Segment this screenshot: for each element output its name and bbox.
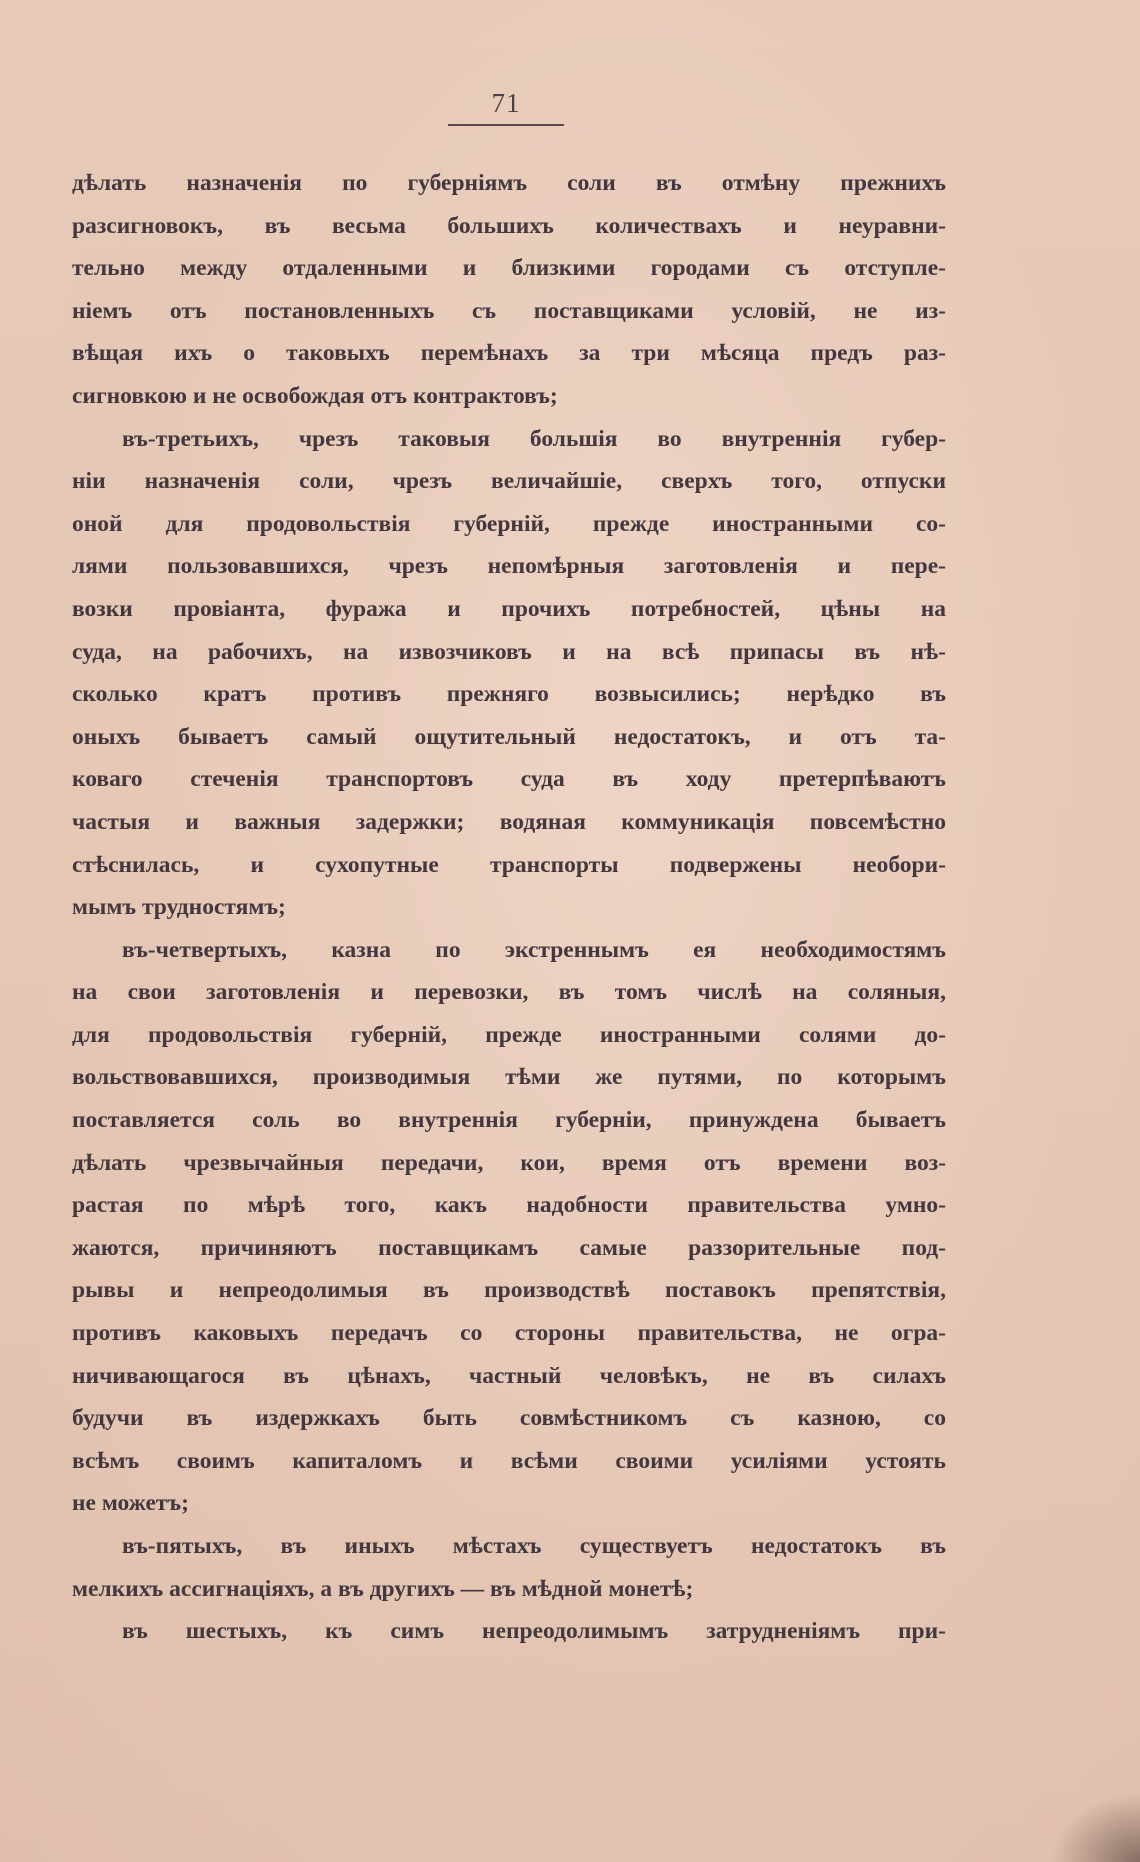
text-line: частыя и важныя задержки; водяная коммуникація повсемѣстно bbox=[72, 808, 946, 835]
text-line: ничивающагося въ цѣнахъ, частный человѣкъ, не въ силахъ bbox=[72, 1362, 946, 1389]
text-line: вольствовавшихся, производимыя тѣми же путями, по которымъ bbox=[72, 1064, 946, 1091]
text-line: разсигновокъ, въ весьма большихъ количествахъ и неуравни- bbox=[72, 212, 946, 239]
text-line: всѣмъ своимъ капиталомъ и всѣми своими усиліями устоять bbox=[72, 1447, 946, 1474]
text-line: въ-пятыхъ, въ иныхъ мѣстахъ существуетъ недостатокъ въ bbox=[122, 1533, 946, 1559]
text-line: въ-четвертыхъ, казна по экстреннымъ ея необходимостямъ bbox=[122, 936, 946, 963]
text-line: оныхъ бываетъ самый ощутительный недостатокъ, и отъ та- bbox=[72, 723, 946, 750]
text-line: дѣлать чрезвычайныя передачи, кои, время отъ времени воз- bbox=[72, 1149, 946, 1176]
text-line: противъ каковыхъ передачъ со стороны правительства, не огра- bbox=[72, 1320, 946, 1347]
text-line: возки провіанта, фуража и прочихъ потребностей, цѣны на bbox=[72, 595, 946, 622]
text-line: будучи въ издержкахъ быть совмѣстникомъ съ казною, со bbox=[72, 1405, 946, 1432]
text-line: сколько кратъ противъ прежняго возвысились; нерѣдко въ bbox=[72, 681, 946, 708]
text-line: въ шестыхъ, къ симъ непреодолимымъ затрудненіямъ при- bbox=[122, 1618, 946, 1645]
text-line: растая по мѣрѣ того, какъ надобности правительства умно- bbox=[72, 1192, 946, 1219]
text-line: стѣснилась, и сухопутные транспорты подвержены необори- bbox=[72, 851, 946, 878]
text-line: суда, на рабочихъ, на извозчиковъ и на всѣ припасы въ нѣ- bbox=[72, 638, 946, 665]
text-line: ніемъ отъ постановленныхъ съ поставщиками условій, не из- bbox=[72, 297, 946, 324]
text-line: на свои заготовленія и перевозки, въ томъ числѣ на соляныя, bbox=[72, 979, 946, 1006]
text-line: мымъ трудностямъ; bbox=[72, 894, 286, 921]
text-line: рывы и непреодолимыя въ производствѣ поставокъ препятствія, bbox=[72, 1277, 946, 1304]
page-number-rule bbox=[448, 124, 564, 126]
text-line: для продовольствія губерній, прежде иностранными солями до- bbox=[72, 1021, 946, 1048]
text-line: оной для продовольствія губерній, прежде иностранными со- bbox=[72, 510, 946, 537]
text-line: лями пользовавшихся, чрезъ непомѣрныя заготовленія и пере- bbox=[72, 553, 946, 580]
text-line: жаются, причиняютъ поставщикамъ самые раззорительные под- bbox=[72, 1234, 946, 1261]
body-text bbox=[72, 162, 946, 1653]
text-line: вѣщая ихъ о таковыхъ перемѣнахъ за три мѣсяца предъ раз- bbox=[72, 340, 946, 367]
text-line: ніи назначенія соли, чрезъ величайшіе, сверхъ того, отпуски bbox=[72, 468, 946, 495]
text-line: дѣлать назначенія по губерніямъ соли въ отмѣну прежнихъ bbox=[72, 170, 946, 196]
text-line: мелкихъ ассигнаціяхъ, а въ другихъ — въ мѣдной монетѣ; bbox=[72, 1575, 694, 1602]
text-line: въ-третьихъ, чрезъ таковыя большія во внутреннія губер- bbox=[122, 425, 946, 452]
text-line: коваго стеченія транспортовъ суда въ ходу претерпѣваютъ bbox=[72, 766, 946, 793]
page-number: 71 bbox=[491, 88, 521, 118]
text-line: поставляется соль во внутреннія губерніи, принуждена бываетъ bbox=[72, 1107, 946, 1134]
text-line: тельно между отдаленными и близкими городами съ отступле- bbox=[72, 255, 946, 282]
text-line: не можетъ; bbox=[72, 1490, 189, 1517]
text-line: сигновкою и не освобождая отъ контрактовъ; bbox=[72, 382, 558, 409]
